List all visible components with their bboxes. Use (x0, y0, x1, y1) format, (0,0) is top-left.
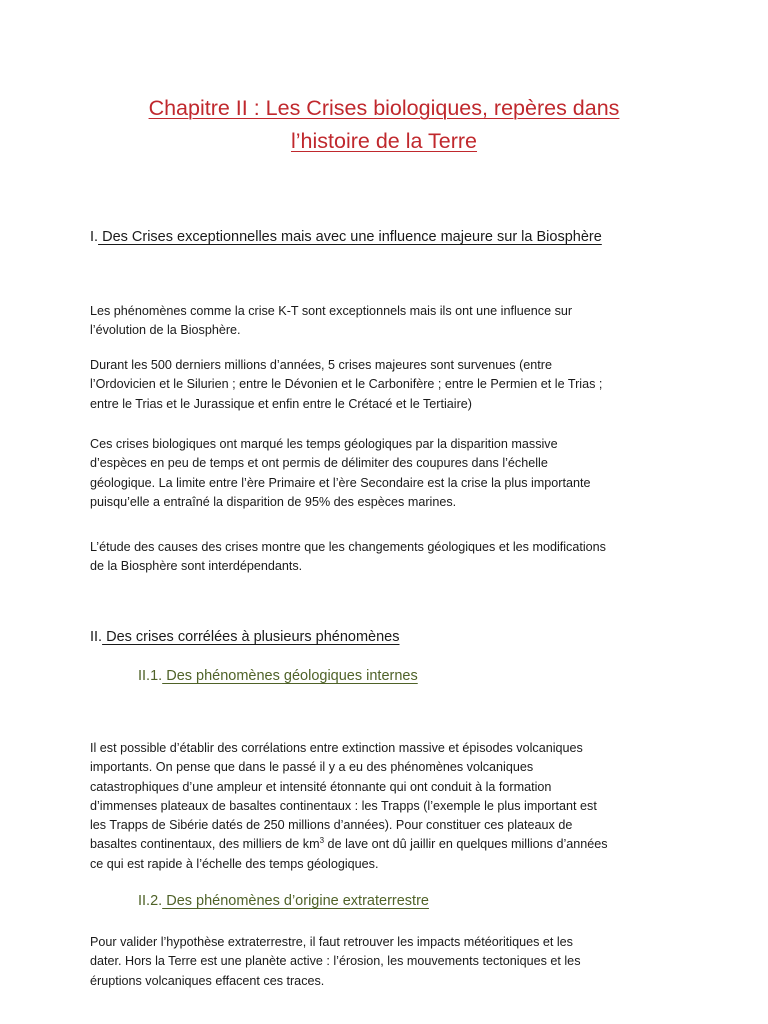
section-1-title: Des Crises exceptionnelles mais avec une influence majeure sur la Biosphère (98, 229, 602, 245)
text-line: puisqu’elle a entraîné la disparition de 95% des espèces marines. (90, 494, 457, 509)
paragraph (90, 739, 690, 874)
subsection-2-1-title: Des phénomènes géologiques internes (162, 668, 418, 684)
text-line: ce qui est rapide à l’échelle des temps géologiques. (90, 856, 379, 871)
section-2-heading (90, 627, 400, 647)
text-line: l’Ordovicien et le Silurien ; entre le Dévonien et le Carbonifère ; entre le Permien et le Trias ; (90, 377, 603, 392)
text-line: l’évolution de la Biosphère. (90, 323, 241, 338)
section-2-number: II. (90, 629, 103, 645)
text-line: L’étude des causes des crises montre que les changements géologiques et les modifications (90, 540, 606, 554)
text-line: éruptions volcaniques effacent ces traces. (90, 973, 325, 988)
text-line: d’espèces en peu de temps et ont permis de délimiter des coupures dans l’échelle (90, 456, 548, 471)
text-line: importants. On pense que dans le passé il y a eu des phénomènes volcaniques (90, 760, 534, 775)
subsection-2-2-number: II.2. (138, 893, 163, 909)
paragraph (90, 302, 690, 341)
text-line: entre le Trias et le Jurassique et enfin entre le Crétacé et le Tertiaire) (90, 396, 472, 411)
chapter-title-line-2: l’histoire de la Terre (290, 129, 478, 153)
section-1-number: I. (90, 229, 99, 245)
paragraph (90, 538, 690, 577)
text-fragment: de lave ont dû jaillir en quelques millions d’années (324, 837, 608, 852)
subsection-2-2-heading (138, 891, 429, 911)
text-line: géologique. La limite entre l’ère Primaire et l’ère Secondaire est la crise la plus importante (90, 475, 591, 490)
text-line: dater. Hors la Terre est une planète active : l’érosion, les mouvements tectoniques et les (90, 954, 581, 969)
paragraph (90, 933, 690, 991)
text-line: Il est possible d’établir des corrélations entre extinction massive et épisodes volcaniques (90, 741, 583, 755)
paragraph (90, 356, 690, 414)
text-line: Pour valider l’hypothèse extraterrestre, il faut retrouver les impacts météoritiques et les (90, 935, 573, 949)
text-line: Les phénomènes comme la crise K-T sont exceptionnels mais ils ont une influence sur (90, 304, 573, 318)
subsection-2-1-heading (138, 666, 418, 686)
text-line: catastrophiques d’une ampleur et intensité étonnante qui ont conduit à la formation (90, 779, 552, 794)
subsection-2-1-number: II.1. (138, 668, 163, 684)
text-line: les Trapps de Sibérie datés de 250 millions d’années). Pour constituer ces plateaux de (90, 818, 573, 833)
text-line: Durant les 500 derniers millions d’années, 5 crises majeures sont survenues (entre (90, 358, 552, 372)
section-2-title: Des crises corrélées à plusieurs phénomènes (102, 629, 400, 645)
text-fragment: basaltes continentaux, des milliers de km (90, 837, 320, 852)
text-line (90, 835, 690, 854)
paragraph (90, 435, 690, 512)
chapter-title (80, 92, 688, 158)
text-line: d’immenses plateaux de basaltes continentaux : les Trapps (l’exemple le plus important est (90, 798, 597, 813)
chapter-title-line-1: Chapitre II : Les Crises biologiques, repères dans (148, 96, 620, 120)
section-1-heading (90, 227, 602, 247)
text-line: de la Biosphère sont interdépendants. (90, 559, 303, 574)
superscript: 3 (319, 836, 325, 846)
text-line: Ces crises biologiques ont marqué les temps géologiques par la disparition massive (90, 437, 558, 451)
subsection-2-2-title: Des phénomènes d’origine extraterrestre (162, 893, 429, 909)
